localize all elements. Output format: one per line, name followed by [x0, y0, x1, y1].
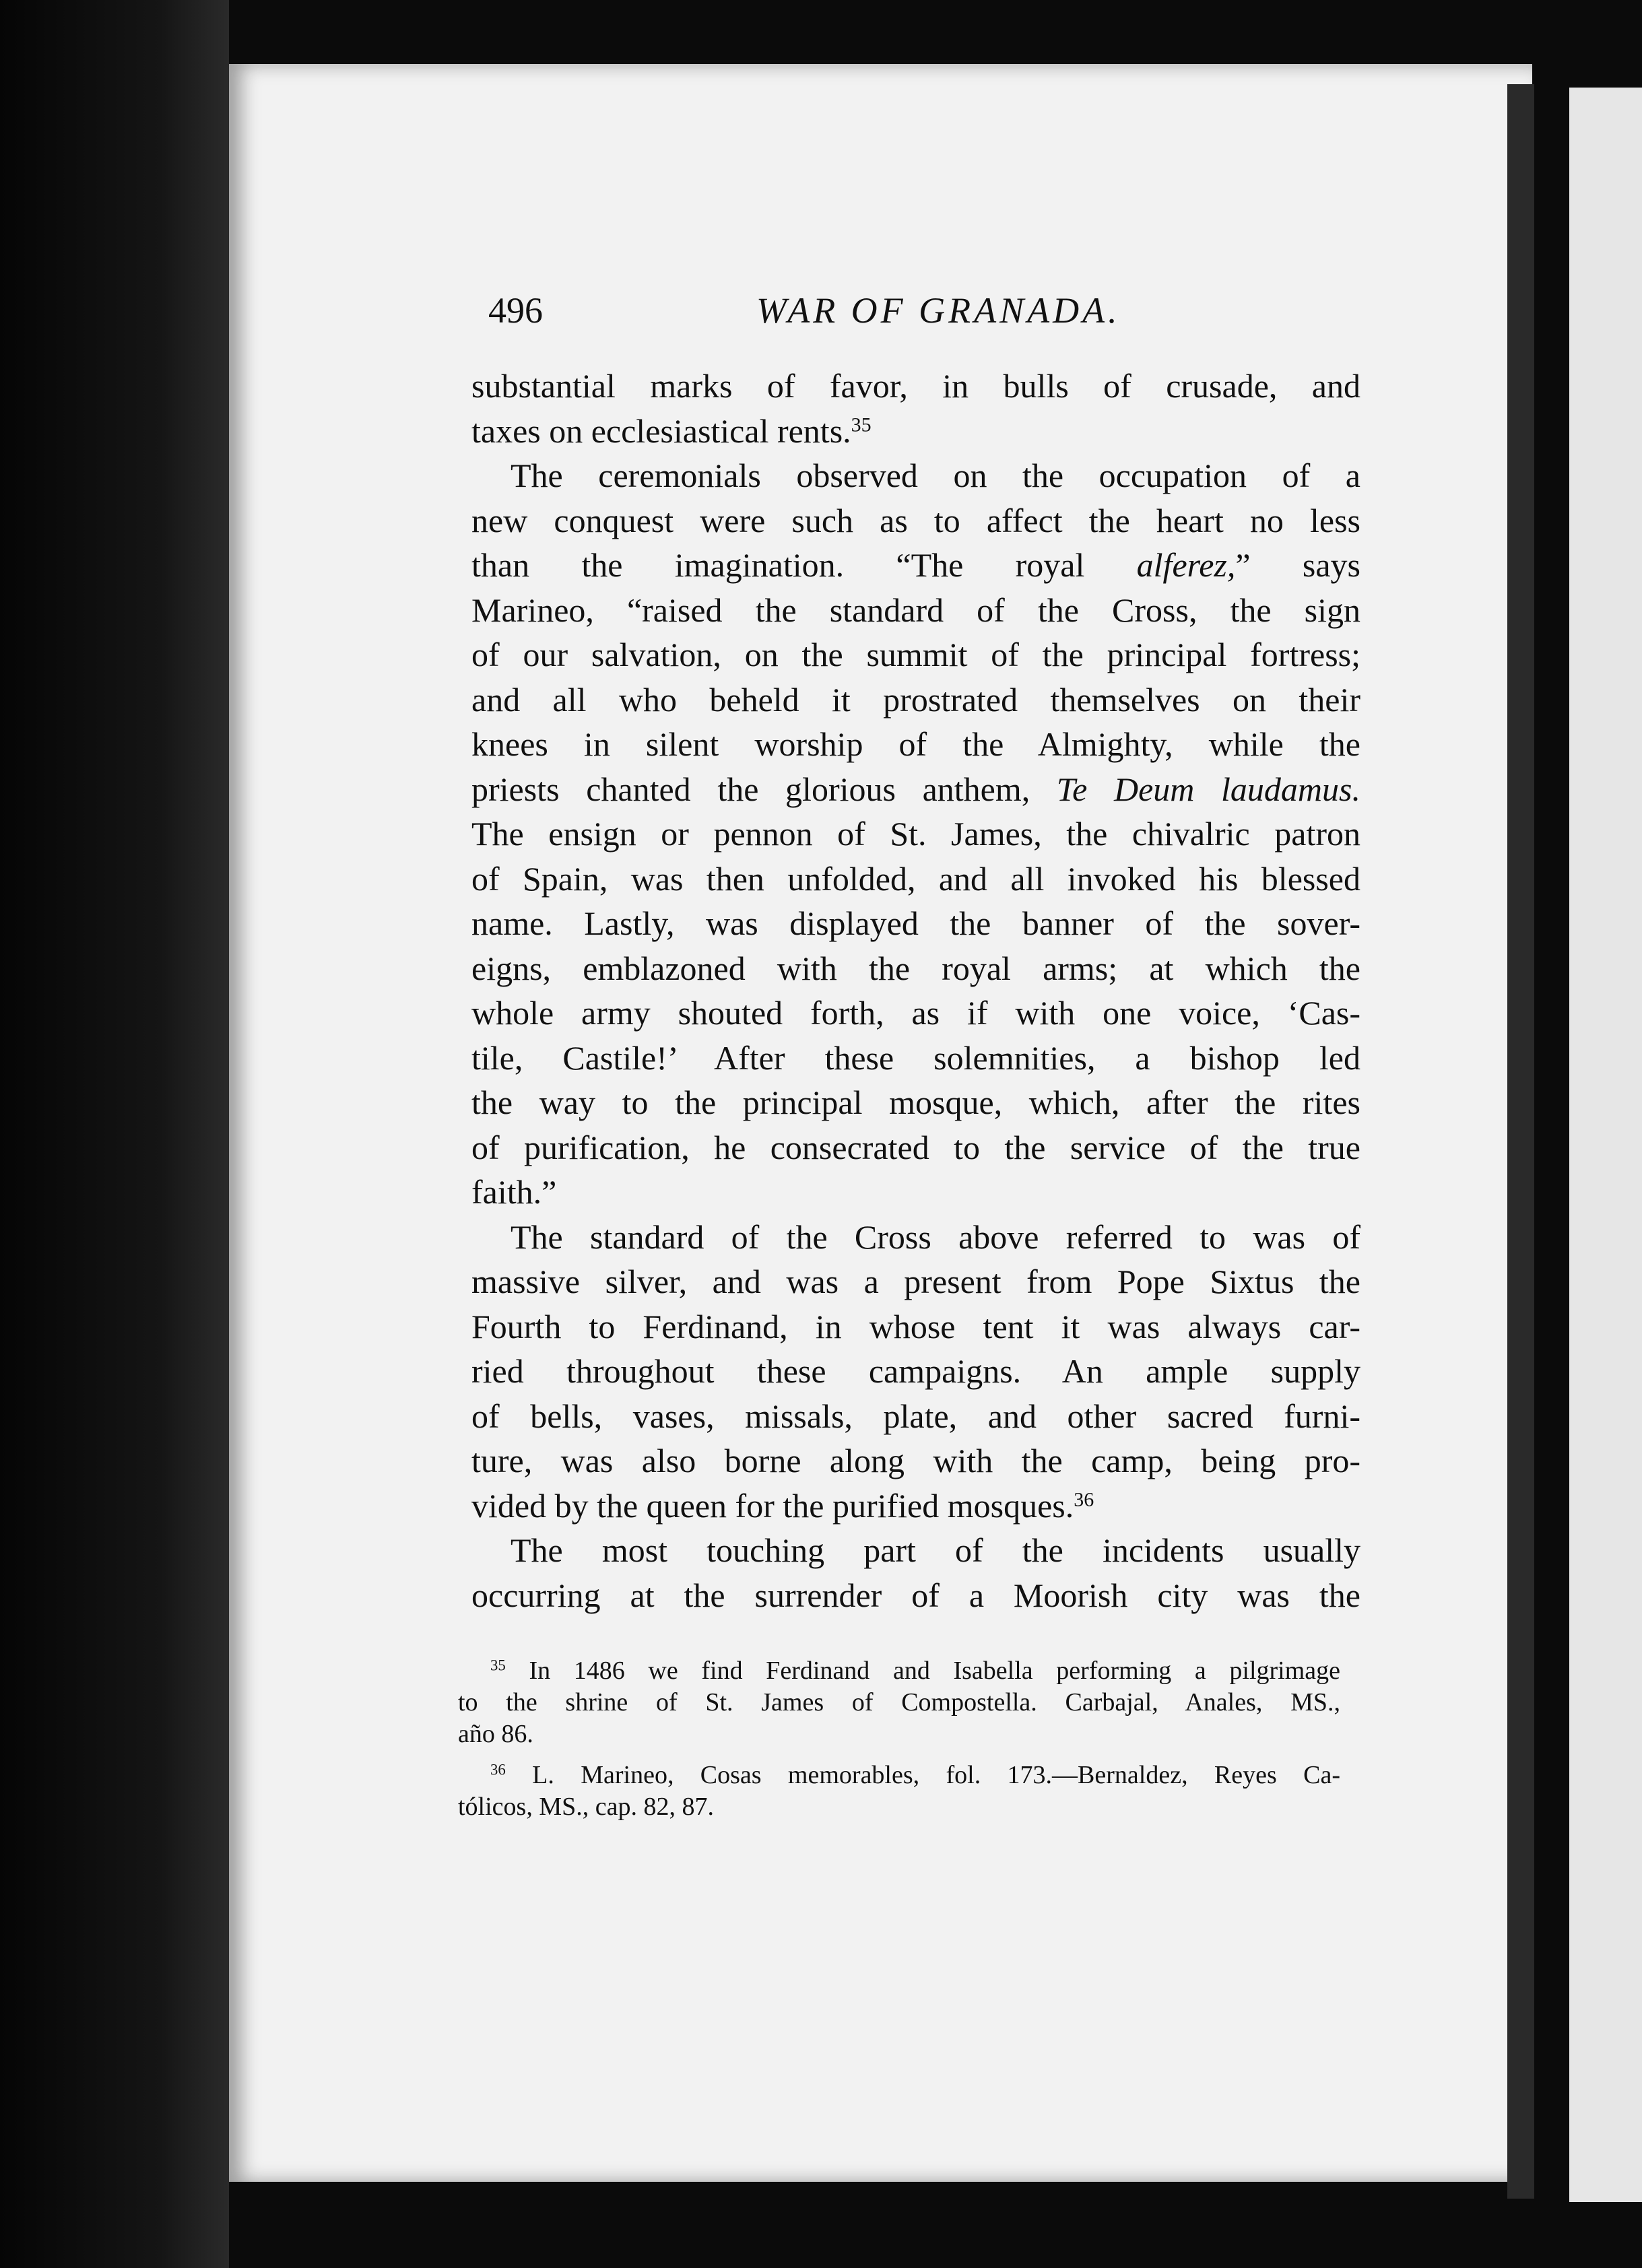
footnote-ref-36: 36 — [1074, 1488, 1094, 1510]
footnote-35-line: año 86. — [458, 1720, 533, 1748]
body-line: ture, was also borne along with the camp, being pro- — [471, 1442, 1360, 1479]
body-line: eigns, emblazoned with the royal arms; at which the — [471, 949, 1360, 987]
running-head: WAR OF GRANADA. — [756, 290, 1121, 331]
body-text — [471, 364, 1360, 1617]
body-line: Marineo, “raised the standard of the Cross, the sign — [471, 591, 1360, 629]
footnote-gap — [458, 1750, 1340, 1760]
body-line: new conquest were such as to affect the heart no less — [471, 501, 1360, 539]
footnote-ref-35: 35 — [851, 413, 872, 436]
body-line: occurring at the surrender of a Moorish city was the — [471, 1576, 1360, 1614]
body-line: The standard of the Cross above referred to was of — [511, 1218, 1360, 1256]
footnote-35-line: $^{35}$ In 1486 we find Ferdinand and Isabella performing a pilgrimage — [490, 1657, 1341, 1685]
body-line: faith.” — [471, 1173, 557, 1211]
body-line: name. Lastly, was displayed the banner of the sover- — [471, 904, 1360, 942]
body-line: The ceremonials observed on the occupation of a — [511, 457, 1360, 494]
italic-term: Te Deum laudamus. — [1056, 770, 1361, 808]
italic-term: alferez, — [1136, 546, 1236, 584]
footnote-36-line: tólicos, MS., cap. 82, 87. — [458, 1793, 714, 1821]
footnote-36-line: $^{36}$ L. Marineo, Cosas memorables, fol. 173.—Bernaldez, Reyes Ca- — [490, 1761, 1341, 1789]
body-line: than the imagination. “The royal alferez,” says — [471, 546, 1360, 584]
body-line: of our salvation, on the summit of the principal fortress; — [471, 636, 1360, 673]
footnote-marker-35: 35 — [490, 1657, 506, 1674]
body-line: priests chanted the glorious anthem, Te Deum laudamus. — [471, 770, 1361, 808]
footnote-marker-36: 36 — [490, 1761, 506, 1778]
body-line: whole army shouted forth, as if with one voice, ‘Cas- — [471, 994, 1360, 1032]
scan-dark-margin — [0, 0, 229, 2268]
body-line: vided by the queen for the purified mosques.$^{36}$ — [471, 1486, 1094, 1525]
page-header — [488, 290, 1364, 343]
body-line: and all who beheld it prostrated themselves on their — [471, 680, 1360, 719]
page-gutter-shadow — [1507, 84, 1534, 2199]
body-line: massive silver, and was a present from Pope Sixtus the — [471, 1263, 1360, 1300]
body-line: of bells, vases, missals, plate, and other sacred furni- — [471, 1397, 1360, 1435]
adjacent-page-edge — [1569, 88, 1642, 2202]
body-line: Fourth to Ferdinand, in whose tent it was always car- — [471, 1307, 1360, 1345]
body-line: The ensign or pennon of St. James, the chivalric patron — [471, 815, 1360, 853]
body-line: ried throughout these campaigns. An ample supply — [471, 1352, 1360, 1390]
body-line: The most touching part of the incidents usually — [511, 1531, 1360, 1569]
body-line: tile, Castile!’ After these solemnities, a bishop led — [471, 1038, 1360, 1077]
footnote-35-line: to the shrine of St. James of Compostella. Carbajal, Anales, MS., — [458, 1688, 1340, 1716]
body-line: taxes on ecclesiastical rents.$^{35}$ — [471, 411, 872, 450]
body-line: substantial marks of favor, in bulls of crusade, and — [471, 367, 1360, 405]
footnotes — [458, 1655, 1340, 1823]
body-line: of purification, he consecrated to the service of the true — [471, 1128, 1360, 1166]
page-number: 496 — [488, 290, 543, 331]
body-line: of Spain, was then unfolded, and all invoked his blessed — [471, 859, 1360, 898]
body-line: knees in silent worship of the Almighty, while the — [471, 725, 1360, 763]
body-line: the way to the principal mosque, which, after the rites — [471, 1083, 1360, 1121]
